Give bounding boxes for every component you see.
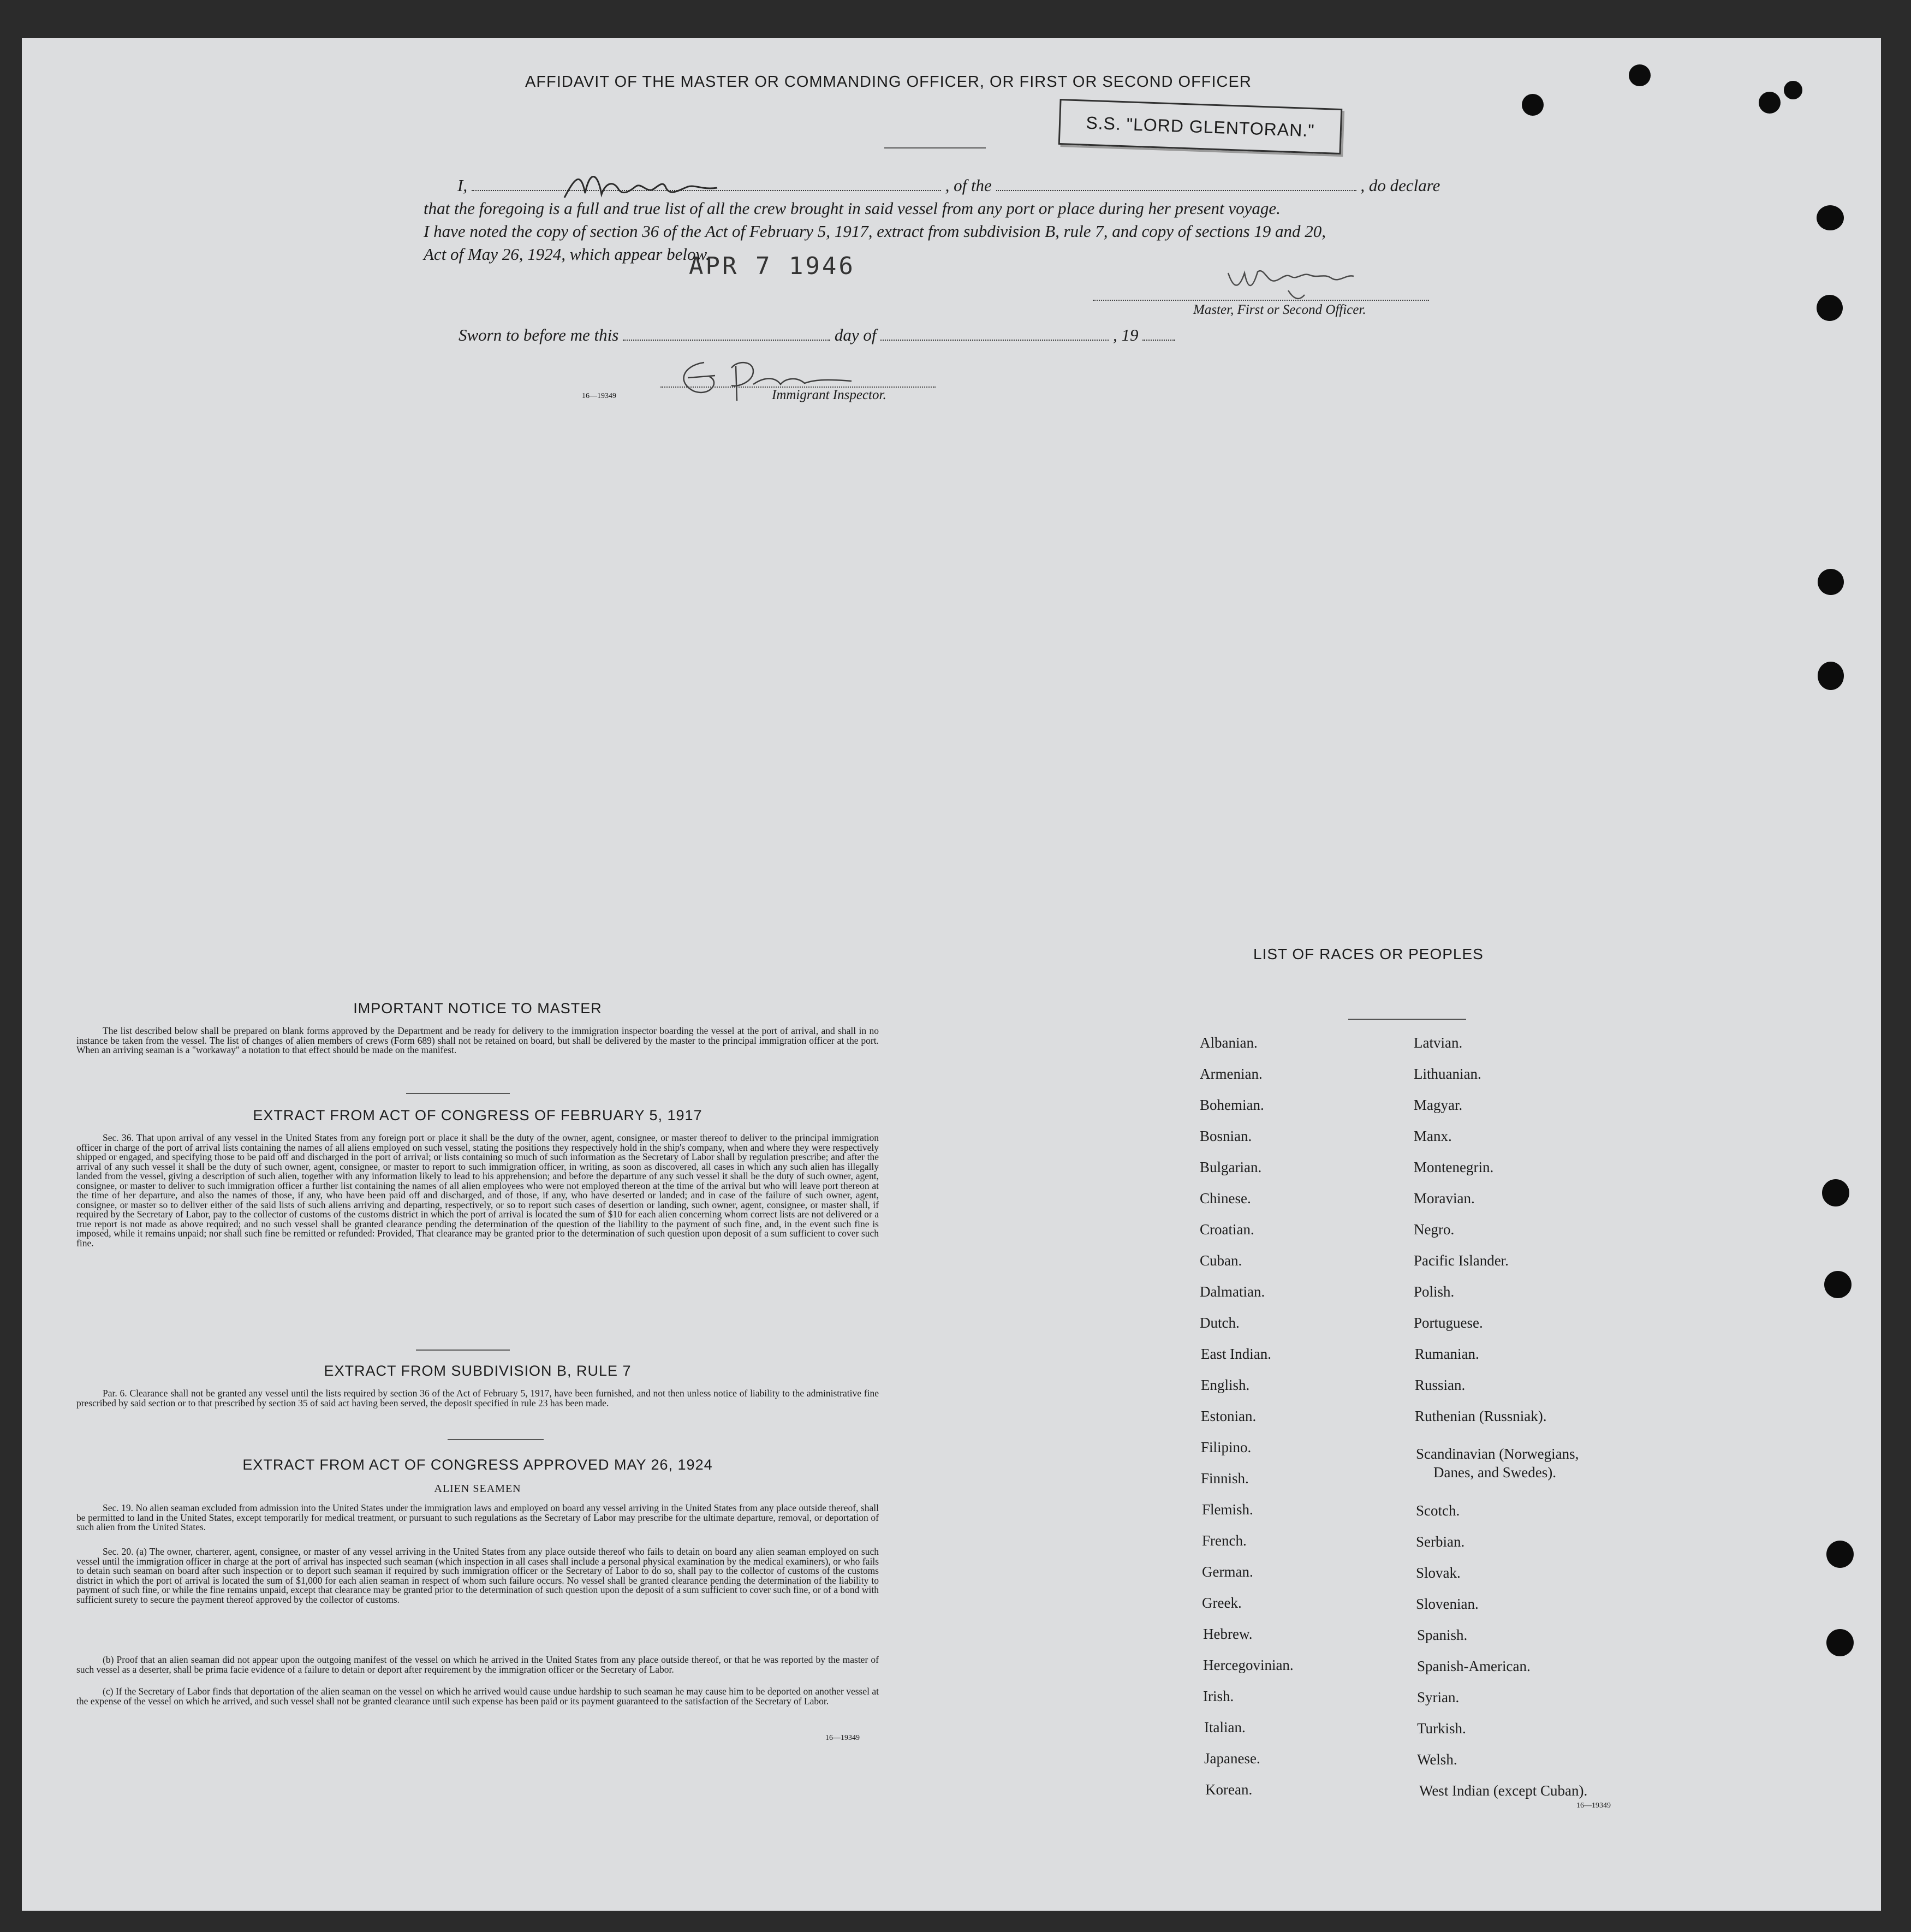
race-left-15: Flemish. xyxy=(1202,1501,1253,1518)
race-right-2: Magyar. xyxy=(1414,1097,1463,1113)
divider xyxy=(406,1093,510,1094)
race-right-5: Moravian. xyxy=(1414,1190,1475,1206)
divider xyxy=(884,147,986,148)
document-sheet xyxy=(22,38,1881,1911)
race-left-4: Bulgarian. xyxy=(1200,1159,1262,1175)
affidavit-line-2: I have noted the copy of section 36 of the Act of February 5, 1917, extract from subdivision B, rule 7, and copy of sections 19 and 20, xyxy=(424,222,1326,241)
race-left-3: Bosnian. xyxy=(1200,1128,1252,1144)
punch-hole xyxy=(1824,1271,1852,1298)
inspector-caption: Immigrant Inspector. xyxy=(772,388,886,402)
race-right-17: Slovak. xyxy=(1416,1565,1461,1581)
punch-hole xyxy=(1759,92,1781,114)
extract-1917-text: Sec. 36. That upon arrival of any vessel in the United States from any foreign port or place it shall be the duty of the owner, agent, consignee, or master thereof to deliver to the principal immigration officer in charge of the port of arrival lists containing the names of all aliens employed on such vessel, stating the positions they respectively hold in the ship's company, when and where they were respectively shipped or engaged, and specifying those to be paid off and discharged in the port of arrival; or lists containing so much of such information as the Secretary of Labor shall by regulation prescribe; and after the arrival of any such vessel it shall be the duty of such owner, agent, consignee, or master to report to such immigration officer, in writing, as soon as discovered, all cases in which any such alien has illegally landed from the vessel, giving a description of such alien, together with any information likely to lead to his apprehension; and before the departure of any such vessel it shall be the duty of such owner, agent, consignee, or master to deliver to such immigration officer a further list containing the names of all alien employees who were not employed thereon at the time of the arrival but who will leave port thereon at the time of her departure, and also the names of those, if any, who have been paid off and discharged, and of those, if any, who have deserted or landed; and in case of the failure of such owner, agent, consignee, or master so to deliver either of the said lists of such aliens arriving and departing, respectively, or so to report such cases of desertion or landing, such owner, agent, consignee, or master shall, if required by the Secretary of Labor, pay to the collector of customs of the customs district in which the port of arrival is located the sum of $10 for each alien concerning whom correct lists are not delivered or a true report is not made as above required; and no such vessel shall be granted clearance pending the determination of the question of the liability to the payment of such fine, and, in the event such fine is imposed, while it remains unpaid; nor shall such fine be remitted or refunded: Provided, That clearance may be granted prior to the determination of such question upon deposit of a sum sufficient to cover such fine. xyxy=(76,1132,879,1249)
master-name-field xyxy=(472,190,941,191)
race-left-21: Irish. xyxy=(1203,1688,1234,1704)
race-left-24: Korean. xyxy=(1205,1781,1253,1798)
date-stamp: APR 7 1946 xyxy=(689,252,855,280)
race-right-11: Russian. xyxy=(1415,1377,1466,1393)
punch-hole xyxy=(1522,94,1544,116)
alien-seamen-subtitle: ALIEN SEAMEN xyxy=(434,1483,521,1495)
race-left-13: Filipino. xyxy=(1201,1439,1252,1455)
race-right-18: Slovenian. xyxy=(1416,1596,1479,1612)
race-right-4: Montenegrin. xyxy=(1414,1159,1494,1175)
punch-hole xyxy=(1826,1629,1854,1656)
extract-1924-title: EXTRACT FROM ACT OF CONGRESS APPROVED MAY 26, 1924 xyxy=(242,1457,713,1473)
race-left-22: Italian. xyxy=(1204,1719,1246,1735)
race-right-8: Polish. xyxy=(1414,1283,1455,1300)
of-the-label: , of the xyxy=(945,176,992,195)
sec-20a-text: Sec. 20. (a) The owner, charterer, agent, consignee, or master of any vessel arriving in the United States from any place outside thereof who fails to detain on board any alien seaman employed on such vessel until the immigration officer in charge at the port of arrival has inspected such seaman (which inspection in all cases shall include a personal physical examination by the medical examiners), or who fails to detain such seaman on board after such inspection or to deport such seaman if required by such immigration officer or the Secretary of Labor to do so, shall pay to the collector of customs of the customs district in which the port of arrival is located the sum of $1,000 for each alien seaman in respect of whom such failure occurs. No vessel shall be granted clearance pending the determination of the liability to payment of such fine, or while the fine remains unpaid, except that clearance may be granted prior to the determination of such question upon the deposit of a sum sufficient to cover such fine, or of a bond with sufficient surety to secure the payment thereof approved by the collector of customs. xyxy=(76,1546,879,1605)
affidavit-title: AFFIDAVIT OF THE MASTER OR COMMANDING OFFICER, OR FIRST OR SECOND OFFICER xyxy=(525,73,1252,91)
punch-hole xyxy=(1826,1541,1854,1568)
race-left-19: Hebrew. xyxy=(1203,1626,1253,1642)
officer-signature xyxy=(1217,257,1414,306)
race-right-1: Lithuanian. xyxy=(1414,1066,1481,1082)
race-left-20: Hercegovinian. xyxy=(1203,1657,1294,1673)
race-right-3: Manx. xyxy=(1414,1128,1452,1144)
race-right-10: Rumanian. xyxy=(1415,1346,1479,1362)
vessel-stamp: S.S. "LORD GLENTORAN." xyxy=(1058,99,1343,154)
notice-title: IMPORTANT NOTICE TO MASTER xyxy=(353,1000,602,1016)
race-left-1: Armenian. xyxy=(1200,1066,1263,1082)
sec-19-text: Sec. 19. No alien seaman excluded from admission into the United States under the immigration laws and employed on board any vessel arriving in the United States from any place outside thereof, shall be permitted to land in the United States, except temporarily for medical treatment, or pursuant to such regulations as the Secretary of Labor may prescribe for the ultimate departure, removal, or deportation of such alien from the United States. xyxy=(76,1502,879,1532)
sworn-month-field xyxy=(880,340,1109,341)
form-number: 16—19349 xyxy=(582,392,616,400)
punch-hole xyxy=(1822,1179,1849,1206)
race-right-23: Welsh. xyxy=(1417,1751,1457,1768)
race-right-9: Portuguese. xyxy=(1414,1315,1483,1331)
race-right-7: Pacific Islander. xyxy=(1414,1252,1509,1269)
race-left-16: French. xyxy=(1202,1532,1247,1549)
race-right-12: Ruthenian (Russniak). xyxy=(1415,1408,1547,1424)
race-right-22: Turkish. xyxy=(1417,1720,1466,1737)
race-left-8: Dalmatian. xyxy=(1200,1283,1265,1300)
race-left-0: Albanian. xyxy=(1200,1035,1258,1051)
affidavit-line-1: that the foregoing is a full and true list of all the crew brought in said vessel from any port or place during her present voyage. xyxy=(424,199,1281,218)
race-left-18: Greek. xyxy=(1202,1595,1242,1611)
race-left-14: Finnish. xyxy=(1201,1470,1249,1487)
race-left-2: Bohemian. xyxy=(1200,1097,1264,1113)
race-left-17: German. xyxy=(1202,1564,1253,1580)
punch-hole xyxy=(1818,569,1844,595)
signature-line xyxy=(1093,300,1429,302)
day-of-label: day of xyxy=(834,325,877,344)
sec-20b-text: (b) Proof that an alien seaman did not appear upon the outgoing manifest of the vessel on which he arrived in the United States from any place outside thereof, or that he was reported by the master of such vessel as a deserter, shall be prima facie evidence of a failure to detain or deport after requirement by the immigration officer or the Secretary of Labor. xyxy=(76,1654,879,1675)
sworn-day-field xyxy=(623,340,830,341)
punch-hole xyxy=(1817,205,1844,230)
form-number: 16—19349 xyxy=(1576,1802,1611,1810)
race-left-5: Chinese. xyxy=(1200,1190,1251,1206)
punch-hole xyxy=(1818,662,1844,690)
race-left-11: English. xyxy=(1201,1377,1250,1393)
rule7-text: Par. 6. Clearance shall not be granted any vessel until the lists required by section 36 of the Act of February 5, 1917, have been furnished, and not then unless notice of liability to the administrative fine prescribed by said section or to that prescribed by section 35 of said act having been served, the deposit specified in rule 23 has been made. xyxy=(76,1388,879,1408)
punch-hole xyxy=(1629,64,1651,86)
races-title: LIST OF RACES OR PEOPLES xyxy=(1253,946,1484,962)
race-left-6: Croatian. xyxy=(1200,1221,1254,1238)
notice-text: The list described below shall be prepared on blank forms approved by the Department and be ready for delivery to the immigration inspector boarding the vessel at the port of arrival, and shall in no instance be taken from the vessel. The list of changes of alien members of crews (Form 689) shall not be retained on board, but shall be delivered by the master to the principal immigration officer at the port. When an arriving seaman is a "workaway" a notation to that effect should be made on the manifest. xyxy=(76,1025,879,1055)
year-prefix-label: , 19 xyxy=(1112,325,1139,344)
sworn-year-field xyxy=(1142,340,1175,341)
divider xyxy=(1348,1019,1466,1020)
do-declare-label: , do declare xyxy=(1360,176,1440,195)
race-right-21: Syrian. xyxy=(1417,1689,1460,1705)
punch-hole xyxy=(1817,295,1843,321)
race-left-12: Estonian. xyxy=(1201,1408,1257,1424)
rule7-title: EXTRACT FROM SUBDIVISION B, RULE 7 xyxy=(324,1363,632,1379)
punch-hole xyxy=(1784,81,1802,99)
i-label: I, xyxy=(457,176,468,195)
affidavit-i-line xyxy=(457,176,1451,195)
race-left-23: Japanese. xyxy=(1204,1750,1260,1767)
race-left-7: Cuban. xyxy=(1200,1252,1242,1269)
affidavit-line-3: Act of May 26, 1924, which appear below. xyxy=(424,245,710,264)
form-number: 16—19349 xyxy=(825,1734,860,1742)
race-right-16: Serbian. xyxy=(1416,1533,1465,1550)
race-left-9: Dutch. xyxy=(1200,1315,1240,1331)
sworn-label: Sworn to before me this xyxy=(459,325,619,344)
race-right-24: West Indian (except Cuban). xyxy=(1419,1782,1588,1799)
divider xyxy=(416,1350,510,1351)
race-right-15: Scotch. xyxy=(1416,1502,1460,1519)
race-right-6: Negro. xyxy=(1414,1221,1455,1238)
race-left-10: East Indian. xyxy=(1201,1346,1271,1362)
race-right-20: Spanish-American. xyxy=(1417,1658,1531,1674)
officer-caption: Master, First or Second Officer. xyxy=(1193,302,1366,317)
race-right-0: Latvian. xyxy=(1414,1035,1463,1051)
sec-20c-text: (c) If the Secretary of Labor finds that deportation of the alien seaman on the vessel on which he arrived would cause undue hardship to such seaman he may cause him to be deported on another vessel at the expense of the vessel on which he arrived, and such vessel shall not be granted clearance until such expense has been paid or its payment guaranteed to the satisfaction of the Secretary of Labor. xyxy=(76,1686,879,1707)
sworn-line xyxy=(459,325,1175,345)
race-right-19: Spanish. xyxy=(1417,1627,1468,1643)
vessel-name-field xyxy=(996,190,1356,191)
extract-1917-title: EXTRACT FROM ACT OF CONGRESS OF FEBRUARY 5, 1917 xyxy=(253,1107,703,1123)
race-right-13: Scandinavian (Norwegians, xyxy=(1416,1446,1579,1462)
divider xyxy=(448,1439,544,1440)
race-right-14: Danes, and Swedes). xyxy=(1433,1464,1556,1481)
